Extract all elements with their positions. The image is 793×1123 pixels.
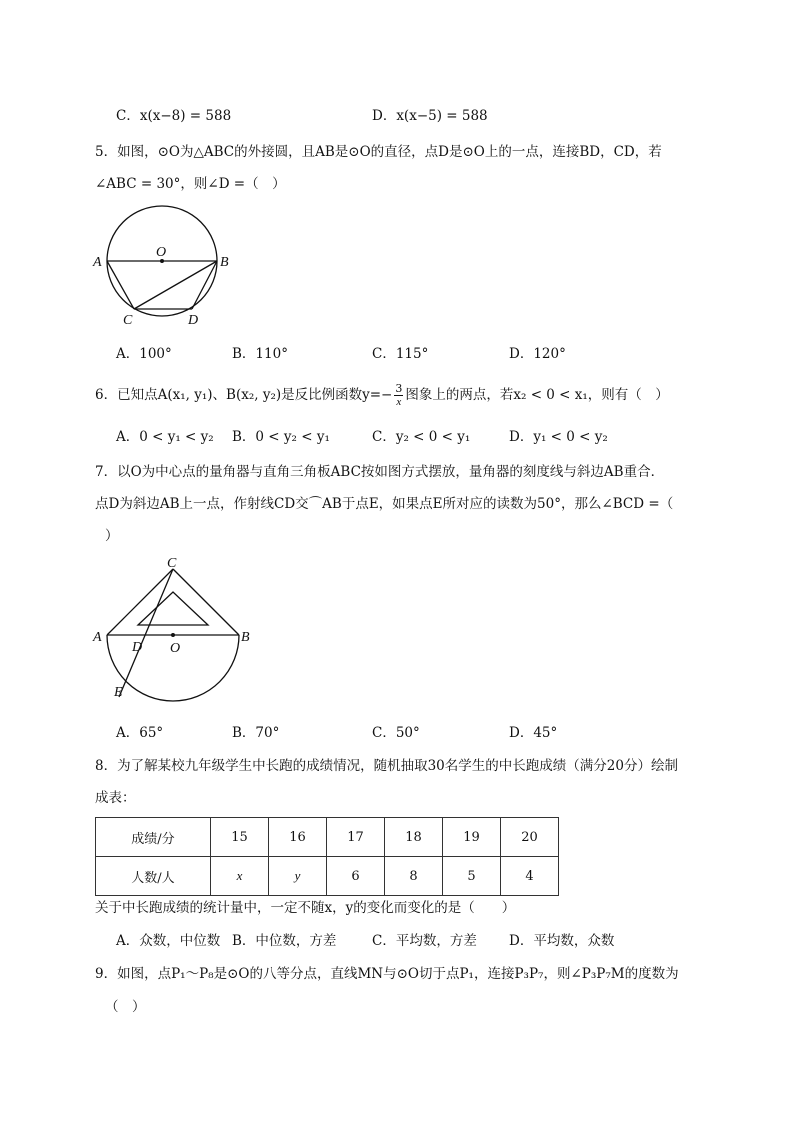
q5-option-a: A．100° (116, 346, 172, 362)
table-cell: 6 (327, 857, 385, 896)
q6-option-c: C．y₂ < 0 < y₁ (372, 429, 471, 445)
q8-stem-line2: 成表： (95, 790, 136, 806)
q5-label-o: O (156, 245, 167, 260)
table-cell: x (211, 857, 269, 896)
q7-option-c: C．50° (372, 725, 420, 741)
q7-label-o: O (170, 641, 181, 656)
q9-stem-line2: （ ） (105, 999, 146, 1015)
q7-inner-triangle (138, 592, 208, 625)
q6-option-d: D．y₁ < 0 < y₂ (509, 429, 608, 445)
table-cell: 5 (443, 857, 501, 896)
table-cell: 16 (269, 818, 327, 857)
q4-option-d: D．x(x−5) = 588 (372, 108, 488, 124)
q7-option-b: B．70° (232, 725, 280, 741)
q5-label-c: C (123, 313, 133, 328)
table-row (96, 818, 559, 857)
q5-figure (90, 205, 235, 330)
q5-stem-line2: ∠ABC = 30°，则∠D =（ ） (95, 176, 286, 192)
q9-stem-line1: 9．如图，点P₁～P₈是⊙O的八等分点，直线MN与⊙O切于点P₁，连接P₃P₇，则∠P₃P₇M的度数为 (95, 966, 679, 982)
q6-stem-part1: 6．已知点A(x₁, y₁)、B(x₂, y₂)是反比例函数y=− (95, 387, 393, 403)
q6-fraction (394, 383, 403, 408)
q7-stem-line1: 7．以O为中心点的量角器与直角三角板ABC按如图方式摆放，量角器的刻度线与斜边AB重合． (95, 464, 665, 480)
q6-fraction-den: x (396, 396, 402, 408)
q7-label-e: E (114, 685, 123, 700)
q7-label-a: A (93, 630, 102, 645)
q7-label-d: D (132, 640, 143, 655)
q6-option-a: A．0 < y₁ < y₂ (116, 429, 214, 445)
q8-option-b: B．中位数，方差 (232, 933, 337, 949)
table-cell: 20 (501, 818, 559, 857)
q7-ray-cde (119, 569, 173, 697)
table-cell: 18 (385, 818, 443, 857)
q8-stem-line1: 8．为了解某校九年级学生中长跑的成绩情况，随机抽取30名学生的中长跑成绩（满分20分）绘制 (95, 758, 678, 774)
table-cell: 15 (211, 818, 269, 857)
q8-option-c: C．平均数，方差 (372, 933, 477, 949)
q5-option-c: C．115° (372, 346, 429, 362)
q5-label-b: B (220, 255, 229, 270)
table-cell: 17 (327, 818, 385, 857)
q7-label-c: C (167, 556, 177, 571)
q7-label-b: B (241, 630, 250, 645)
q6-option-b: B．0 < y₂ < y₁ (232, 429, 330, 445)
q5-label-a: A (93, 255, 102, 270)
q7-stem-line2: 点D为斜边AB上一点，作射线CD交⌒AB于点E，如果点E所对应的读数为50°，那么∠BCD =（ (95, 496, 674, 512)
table-cell: 4 (501, 857, 559, 896)
q5-option-b: B．110° (232, 346, 288, 362)
q8-option-d: D．平均数，众数 (509, 933, 615, 949)
q5-stem-line1: 5．如图，⊙O为△ABC的外接圆，且AB是⊙O的直径，点D是⊙O上的一点，连接BD，CD，若 (95, 144, 662, 160)
q6-fraction-num: 3 (395, 382, 403, 395)
table-cell: y (269, 857, 327, 896)
q7-figure (90, 555, 265, 705)
q7-stem-line3: ） (105, 528, 119, 544)
q8-score-table (95, 817, 559, 896)
q5-chord-ac (107, 261, 134, 309)
q5-option-d: D．120° (509, 346, 566, 362)
q7-center-dot (171, 633, 175, 637)
table-header-count: 人数/人 (96, 857, 211, 896)
q6-stem (95, 383, 669, 408)
table-cell: 8 (385, 857, 443, 896)
table-header-score: 成绩/分 (96, 818, 211, 857)
q7-option-d: D．45° (509, 725, 558, 741)
q8-option-a: A．众数，中位数 (116, 933, 221, 949)
q6-stem-part2: 图象上的两点，若x₂ < 0 < x₁，则有（ ） (405, 387, 669, 403)
q5-label-d: D (188, 313, 199, 328)
table-cell: 19 (443, 818, 501, 857)
q7-option-a: A．65° (116, 725, 164, 741)
q4-option-c: C．x(x−8) = 588 (116, 108, 232, 124)
table-row (96, 857, 559, 896)
q8-stem-line3: 关于中长跑成绩的统计量中，一定不随x，y的变化而变化的是（ ） (95, 900, 516, 916)
